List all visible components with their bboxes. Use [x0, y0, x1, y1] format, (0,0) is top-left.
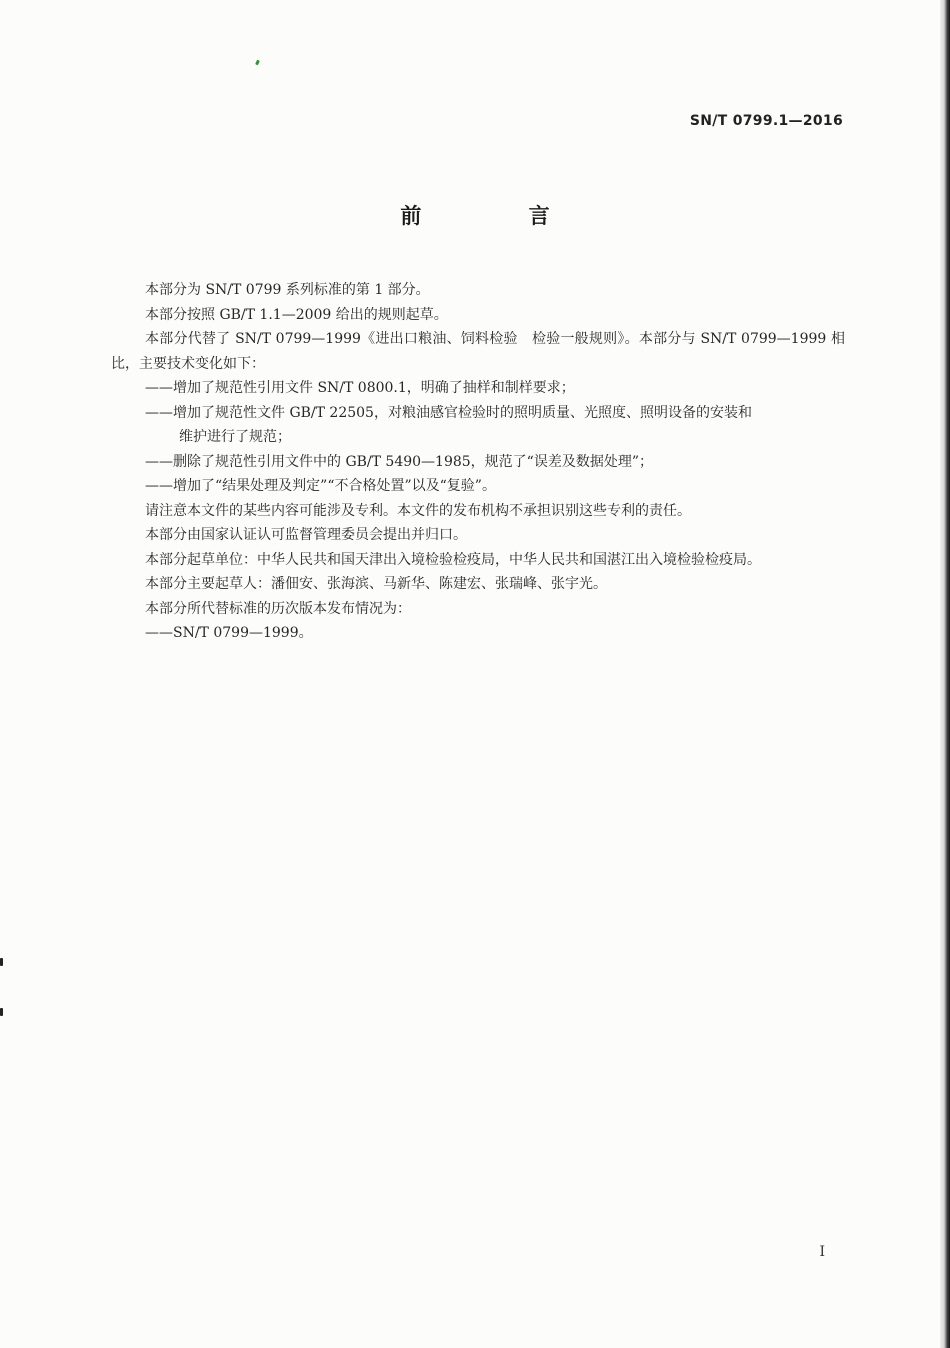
- change-item: [111, 401, 845, 450]
- change-item: [111, 376, 845, 401]
- change-item-text: ——增加了规范性引用文件 SN/T 0800.1，明确了抽样和制样要求；: [145, 380, 575, 396]
- patent-notice: 请注意本文件的某些内容可能涉及专利。本文件的发布机构不承担识别这些专利的责任。: [145, 502, 691, 519]
- drafting-units: 本部分起草单位：中华人民共和国天津出入境检验检疫局，中华人民共和国湛江出入境检验检疫局。: [145, 551, 761, 568]
- scan-speck: [255, 60, 260, 66]
- paragraph: 本部分为 SN/T 0799 系列标准的第 1 部分。: [145, 282, 430, 298]
- change-item-text: ——增加了“结果处理及判定”“不合格处置”以及“复验”。: [145, 478, 496, 494]
- change-item: [111, 450, 845, 475]
- history-item: [111, 621, 845, 646]
- scan-edge-mark: [0, 1008, 3, 1016]
- scan-edge-mark: [0, 958, 3, 966]
- standard-number: SN/T 0799.1—2016: [689, 113, 843, 129]
- proposer-statement: 本部分由国家认证认可监督管理委员会提出并归口。: [145, 527, 467, 543]
- paragraph: 本部分按照 GB/T 1.1—2009 给出的规则起草。: [145, 306, 448, 323]
- page-title: 前 言: [400, 204, 600, 228]
- paragraph: 本部分代替了 SN/T 0799—1999《进出口粮油、饲料检验 检验一般规则》。本部分与 SN/T 0799—1999 相比，主要技术变化如下：: [111, 331, 845, 372]
- change-item-continuation: 维护进行了规范；: [179, 429, 291, 445]
- history-item-text: ——SN/T 0799—1999。: [145, 625, 313, 641]
- page-number: I: [819, 1244, 825, 1260]
- change-item-text: ——删除了规范性引用文件中的 GB/T 5490—1985，规范了“误差及数据处理”；: [145, 453, 653, 470]
- change-item: [111, 474, 845, 499]
- history-intro: 本部分所代替标准的历次版本发布情况为：: [145, 600, 411, 617]
- foreword-body: [111, 278, 845, 646]
- drafters: 本部分主要起草人：潘佃安、张海滨、马新华、陈建宏、张瑞峰、张宇光。: [145, 576, 607, 592]
- change-item-text: ——增加了规范性文件 GB/T 22505，对粮油感官检验时的照明质量、光照度、照明设备的安装和: [145, 404, 752, 421]
